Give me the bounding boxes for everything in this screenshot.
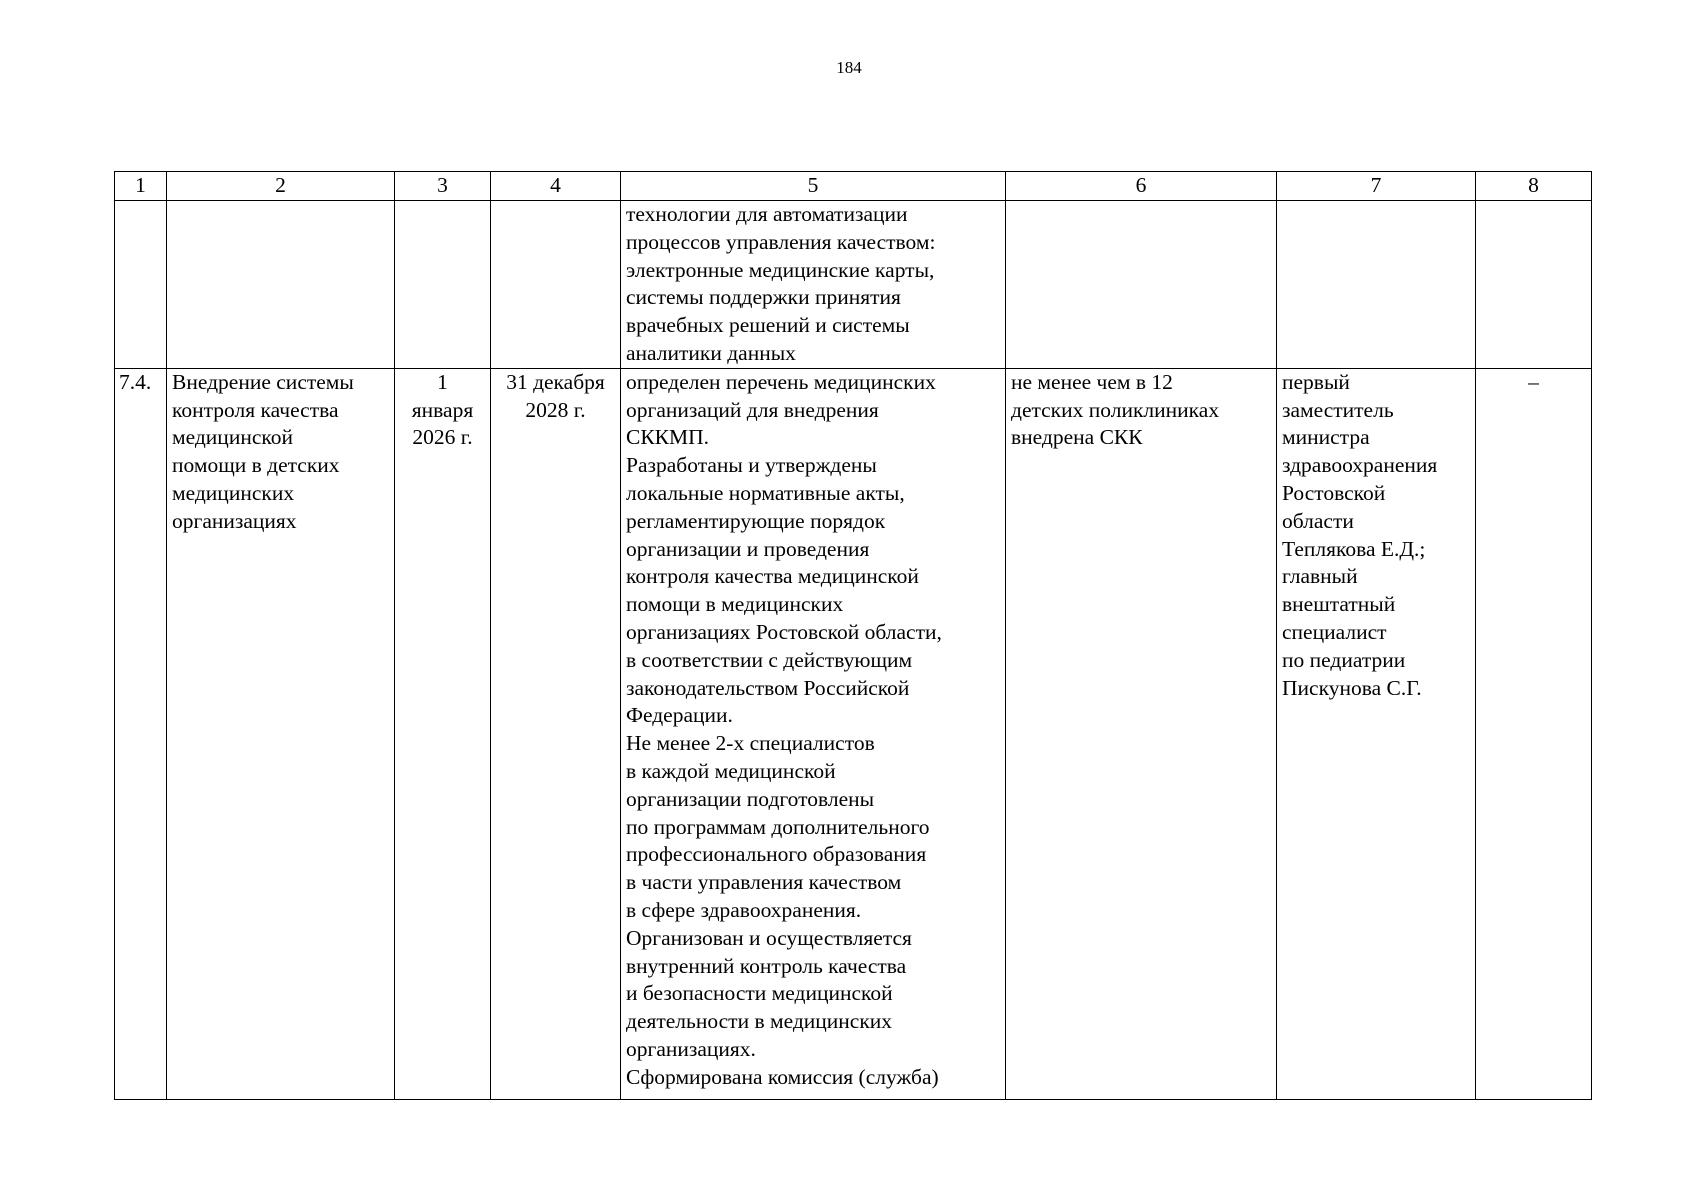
indicator-cell: [1006, 368, 1277, 1099]
result-line: организаций для внедрения: [626, 397, 879, 422]
table-row-7-4: [115, 368, 1592, 1099]
result-line: контроля качества медицинской: [626, 564, 919, 589]
header-cell-3: 3: [395, 172, 491, 201]
result-line: в части управления качеством: [626, 870, 902, 895]
result-line: деятельности в медицинских: [626, 1009, 893, 1034]
cont-result-line: электронные медицинские карты,: [626, 257, 935, 282]
result-line: профессионального образования: [626, 842, 927, 867]
result-line: организации подготовлены: [626, 786, 875, 811]
cont-cell-1: [115, 201, 167, 369]
result-line: в каждой медицинской: [626, 758, 836, 783]
indicator-line: внедрена СКК: [1011, 425, 1143, 450]
responsible-line: Ростовской: [1282, 480, 1386, 505]
col8-cell: [1476, 368, 1592, 1099]
event-name-line: помощи в детских: [172, 453, 340, 478]
header-cell-7: 7: [1277, 172, 1476, 201]
indicator-line: не менее чем в 12: [1011, 369, 1173, 394]
header-cell-1: 1: [115, 172, 167, 201]
header-cell-2: 2: [167, 172, 395, 201]
result-cell: [621, 368, 1006, 1099]
result-line: помощи в медицинских: [626, 592, 844, 617]
responsible-line: главный: [1282, 564, 1358, 589]
cont-result-line: аналитики данных: [626, 340, 796, 365]
event-name-line: организациях: [172, 508, 297, 533]
responsible-line: министра: [1282, 425, 1370, 450]
result-line: и безопасности медицинской: [626, 981, 893, 1006]
event-name-line: медицинских: [172, 480, 295, 505]
responsible-line: внештатный: [1282, 592, 1396, 617]
result-line: Разработаны и утверждены: [626, 453, 877, 478]
end-date-cell: [491, 368, 621, 1099]
result-line: законодательством Российской: [626, 675, 910, 700]
table-row-continuation: [115, 201, 1592, 369]
cont-result-line: процессов управления качеством:: [626, 229, 936, 254]
responsible-line: здравоохранения: [1282, 453, 1438, 478]
cont-result-line: врачебных решений и системы: [626, 313, 910, 338]
end-date-line: 31 декабря: [506, 369, 605, 394]
plan-table: [114, 171, 1592, 1100]
event-name-cell: [167, 368, 395, 1099]
col8-dash: –: [1528, 369, 1539, 394]
row-number-cell: [115, 368, 167, 1099]
start-date-line: 2026 г.: [412, 425, 473, 450]
responsible-line: Пискунова С.Г.: [1282, 675, 1422, 700]
cont-cell-8: [1476, 201, 1592, 369]
cont-cell-7: [1277, 201, 1476, 369]
result-line: организации и проведения: [626, 536, 870, 561]
cont-cell-4: [491, 201, 621, 369]
result-line: организациях.: [626, 1036, 756, 1061]
result-line: в сфере здравоохранения.: [626, 897, 862, 922]
result-line: Не менее 2-х специалистов: [626, 731, 875, 756]
result-line: СККМП.: [626, 425, 710, 450]
result-line: регламентирующие порядок: [626, 508, 886, 533]
responsible-line: области: [1282, 508, 1354, 533]
result-line: организациях Ростовской области,: [626, 619, 942, 644]
result-line: в соответствии с действующим: [626, 647, 913, 672]
header-cell-6: 6: [1006, 172, 1277, 201]
cont-cell-2: [167, 201, 395, 369]
start-date-line: 1: [437, 369, 448, 394]
event-name-line: медицинской: [172, 425, 293, 450]
responsible-line: Теплякова Е.Д.;: [1282, 536, 1426, 561]
event-name-line: Внедрение системы: [172, 369, 354, 394]
indicator-line: детских поликлиниках: [1011, 397, 1220, 422]
cont-cell-6: [1006, 201, 1277, 369]
result-line: определен перечень медицинских: [626, 369, 936, 394]
responsible-line: первый: [1282, 369, 1350, 394]
result-line: внутренний контроль качества: [626, 953, 907, 978]
end-date-line: 2028 г.: [525, 397, 586, 422]
result-line: Сформирована комиссия (служба): [626, 1064, 939, 1089]
event-name-line: контроля качества: [172, 397, 339, 422]
responsible-line: специалист: [1282, 619, 1387, 644]
row-number: 7.4.: [119, 369, 152, 394]
result-line: Федерации.: [626, 703, 733, 728]
start-date-cell: [395, 368, 491, 1099]
table-header-row: [115, 172, 1592, 201]
header-cell-8: 8: [1476, 172, 1592, 201]
responsible-line: по педиатрии: [1282, 647, 1406, 672]
cont-cell-5: [621, 201, 1006, 369]
header-cell-5: 5: [621, 172, 1006, 201]
result-line: локальные нормативные акты,: [626, 480, 905, 505]
start-date-line: января: [411, 397, 474, 422]
cont-cell-3: [395, 201, 491, 369]
result-line: Организован и осуществляется: [626, 925, 912, 950]
header-cell-4: 4: [491, 172, 621, 201]
cont-result-line: технологии для автоматизации: [626, 202, 908, 226]
result-line: по программам дополнительного: [626, 814, 930, 839]
responsible-cell: [1277, 368, 1476, 1099]
responsible-line: заместитель: [1282, 397, 1394, 422]
cont-result-line: системы поддержки принятия: [626, 285, 901, 310]
page-number: 184: [836, 58, 862, 77]
